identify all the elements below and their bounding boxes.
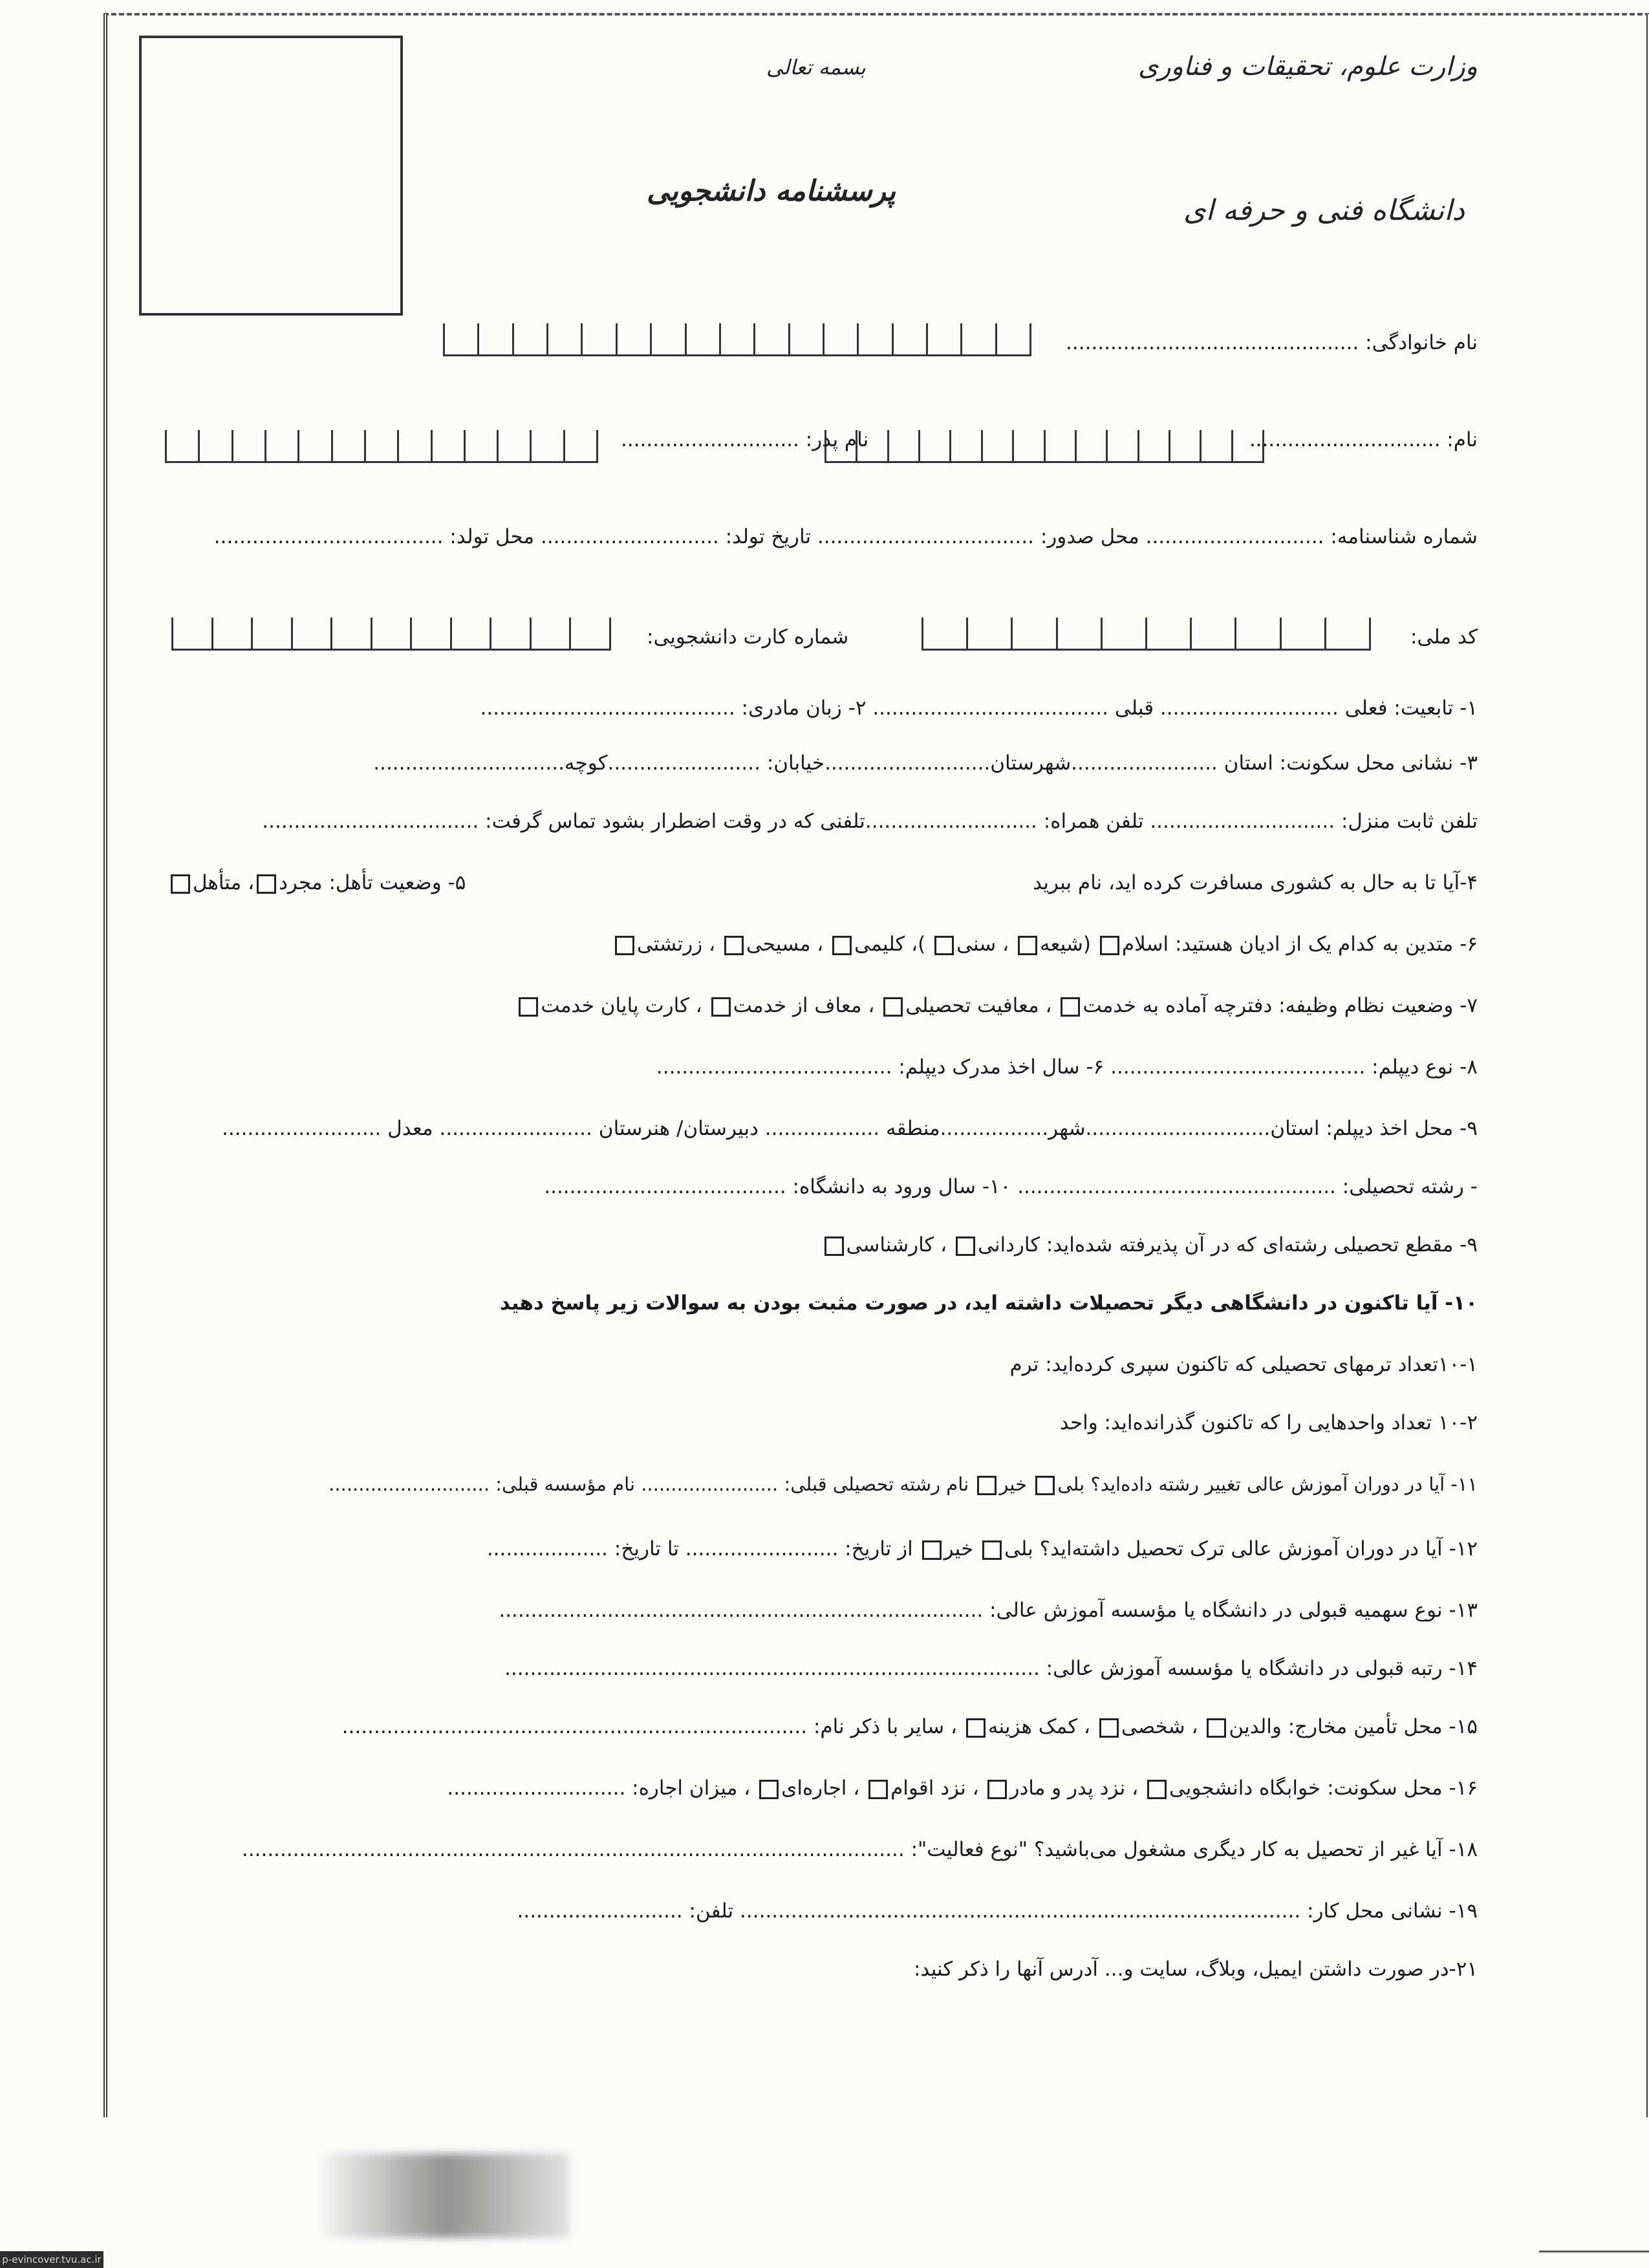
edge-line <box>1539 2251 1649 2252</box>
q10-1-terms: ۱۰-۱تعداد ترمهای تحصیلی که تاکنون سپری کرده‌اید: ترم <box>1009 1353 1478 1376</box>
q7-exempt-label: ، معاف از خدمت <box>733 994 875 1017</box>
father-name-boxes[interactable] <box>165 430 598 461</box>
q12-label: ۱۲- آیا در دوران آموزش عالی ترک تحصیل داشته‌اید؟ بلی <box>1004 1537 1478 1561</box>
q6-religion <box>612 931 1478 957</box>
q6-zoroastrian-checkbox[interactable] <box>615 936 634 955</box>
q21-online: ۲۱-در صورت داشتن ایمیل، وبلاگ، سایت و... آدرس آنها را ذکر کنید: <box>913 1958 1478 1981</box>
q9b-bachelor-label: ، کارشناسی <box>846 1233 947 1257</box>
q15-grant-checkbox[interactable] <box>966 1718 986 1738</box>
q6-jewish-checkbox[interactable] <box>832 936 852 955</box>
q12-yes-checkbox[interactable] <box>982 1540 1002 1560</box>
q7-edu-exempt-checkbox[interactable] <box>883 997 903 1017</box>
q9b-associate-checkbox[interactable] <box>956 1237 975 1256</box>
q6-shia-checkbox[interactable] <box>1018 936 1037 955</box>
family-name-boxes[interactable] <box>443 323 1031 354</box>
q16-parents-checkbox[interactable] <box>987 1780 1007 1799</box>
q15-label: ۱۵- محل تأمین مخارج: والدین <box>1229 1715 1478 1738</box>
q5-marital <box>168 870 466 896</box>
q11-yes-checkbox[interactable] <box>1035 1476 1055 1495</box>
student-card-boxes[interactable] <box>171 618 611 649</box>
q7-ready-checkbox[interactable] <box>1061 997 1080 1017</box>
q15-grant-label: ، کمک هزینه <box>987 1715 1091 1738</box>
q16-residence <box>447 1775 1478 1801</box>
q12-rest: از تاریخ: ........................ تا تاریخ: ................... <box>486 1537 913 1561</box>
major-row: - رشته تحصیلی: .................................................. ۱۰- سال ورود به دانشگاه: ...................................... <box>544 1175 1478 1198</box>
q7-exempt-checkbox[interactable] <box>711 997 731 1017</box>
q5-married-label: ، متأهل <box>193 871 255 894</box>
q6-christian-checkbox[interactable] <box>724 936 744 955</box>
name-label: نام: .............................. <box>1249 428 1478 451</box>
q11-major-change <box>329 1471 1478 1497</box>
q16-relatives-checkbox[interactable] <box>868 1780 888 1799</box>
q7-military <box>516 993 1478 1019</box>
q15-parents-checkbox[interactable] <box>1207 1718 1226 1738</box>
national-code-label: کد ملی: <box>1410 625 1478 649</box>
q16-rent-checkbox[interactable] <box>759 1780 779 1799</box>
q5-label: ۵- وضعیت تأهل: مجرد <box>279 871 466 894</box>
q15-other-label: ، سایر با ذکر نام: ......................................................................... <box>341 1715 957 1738</box>
q6-sunni-checkbox[interactable] <box>934 936 954 955</box>
q6-jewish-label: )، کلیمی <box>854 933 926 956</box>
site-watermark: p-evincover.tvu.ac.ir <box>0 2251 103 2268</box>
bismillah: بسمه تعالی <box>766 55 866 80</box>
q10-2-units: ۱۰-۲ تعداد واحدهایی را که تاکنون گذرانده‌اید: واحد <box>1059 1411 1478 1434</box>
ministry-name: وزارت علوم، تحقیقات و فناوری <box>1138 52 1478 81</box>
q6-shia-label: (شیعه <box>1040 933 1091 956</box>
q16-dorm-checkbox[interactable] <box>1147 1780 1167 1799</box>
photo-box <box>139 36 403 316</box>
q11-no-label: خیر <box>999 1473 1028 1495</box>
student-card-label: شماره کارت دانشجویی: <box>647 625 849 649</box>
q14-rank: ۱۴- رتبه قبولی در دانشگاه یا مؤسسه آموزش عالی: .................................................................................... <box>504 1657 1478 1680</box>
q9b-label: ۹- مقطع تحصیلی رشته‌ای که در آن پذیرفته شده‌اید: کاردانی <box>978 1233 1478 1257</box>
q15-self-label: ، شخصی <box>1121 1715 1198 1738</box>
q18-job: ۱۸- آیا غیر از تحصیل به کار دیگری مشغول می‌باشید؟ "نوع فعالیت": ........................................................................................................ <box>241 1838 1478 1861</box>
university-name: دانشگاه فنی و حرفه ای <box>1183 194 1465 227</box>
q19-workplace: ۱۹- نشانی محل کار: ........................................................................................ تلفن: .......................... <box>517 1899 1478 1923</box>
q5-single-checkbox[interactable] <box>257 874 276 894</box>
q6-label: ۶- متدین به کدام یک از ادیان هستید: اسلام <box>1121 933 1478 956</box>
q9-diploma-place: ۹- محل اخذ دیپلم: استان.............................شهر.................منطقه .................. دبیرستان/ هنرستان ........................ معدل ......................... <box>222 1117 1478 1140</box>
q5-married-checkbox[interactable] <box>171 874 190 894</box>
q12-dropout <box>487 1536 1478 1562</box>
form-title: پرسشنامه دانشجویی <box>647 175 896 208</box>
id-details-row: شماره شناسنامه: ............................ محل صدور: .................................. تاریخ تولد: ............................ محل تولد: .................................... <box>213 525 1478 548</box>
scan-smudge <box>323 2154 569 2238</box>
q6-islam-checkbox[interactable] <box>1100 936 1119 955</box>
father-name-label: نام پدر: ............................ <box>621 428 869 451</box>
q16-rent-amount-label: ، میزان اجاره: ............................ <box>447 1777 751 1800</box>
q9b-degree <box>822 1232 1478 1258</box>
q9b-bachelor-checkbox[interactable] <box>824 1237 844 1256</box>
q7-label: ۷- وضعیت نظام وظیفه: دفترچه آماده به خدمت <box>1083 994 1478 1017</box>
q11-no-checkbox[interactable] <box>977 1476 997 1495</box>
q7-card-checkbox[interactable] <box>519 997 538 1017</box>
q11-label: ۱۱- آیا در دوران آموزش عالی تغییر رشته داده‌اید؟ بلی <box>1057 1473 1478 1495</box>
q7-edu-exempt-label: ، معافیت تحصیلی <box>905 994 1052 1017</box>
q16-rent-label: ، اجاره‌ای <box>781 1777 860 1800</box>
q3-address: ۳- نشانی محل سکونت: استان .......................شهرستان..........................خیابان: ........................کوچه.............................. <box>373 751 1478 775</box>
name-boxes[interactable] <box>824 430 1264 461</box>
q12-no-label: خیر <box>943 1537 974 1561</box>
q1-nationality: ۱- تابعیت: فعلی ............................ قبلی ..................................... ۲- زبان مادری: ........................................ <box>480 697 1478 720</box>
q12-no-checkbox[interactable] <box>922 1540 942 1560</box>
q6-zoroastrian-label: ، زرتشتی <box>636 933 716 956</box>
q7-card-label: ، کارت پایان خدمت <box>541 994 702 1017</box>
q10-prior-study: ۱۰- آیا تاکنون در دانشگاهی دیگر تحصیلات داشته اید، در صورت مثبت بودن به سوالات زیر پاسخ دهید <box>499 1291 1478 1315</box>
q6-christian-label: ، مسیحی <box>746 933 824 956</box>
q6-sunni-label: ، سنی <box>956 933 1009 956</box>
q16-relatives-label: ، نزد اقوام <box>890 1777 979 1800</box>
q4-travel: ۴-آیا تا به حال به کشوری مسافرت کرده اید، نام ببرید <box>1033 871 1478 894</box>
q15-funding <box>342 1714 1478 1740</box>
q8-diploma: ۸- نوع دیپلم: ........................................ ۶- سال اخذ مدرک دیپلم: ..................................... <box>656 1055 1478 1079</box>
q11-rest: نام رشته تحصیلی قبلی: ....................... نام مؤسسه قبلی: ........................... <box>329 1473 969 1495</box>
national-code-boxes[interactable] <box>921 618 1371 649</box>
q13-quota: ۱۳- نوع سهمیه قبولی در دانشگاه یا مؤسسه آموزش عالی: ............................................................................ <box>499 1599 1478 1622</box>
family-name-label: نام خانوادگی: .............................................. <box>1066 331 1478 354</box>
q15-self-checkbox[interactable] <box>1099 1718 1119 1738</box>
q16-parents-label: ، نزد پدر و مادر <box>1009 1777 1139 1800</box>
q16-label: ۱۶- محل سکونت: خوابگاه دانشجویی <box>1169 1777 1478 1800</box>
phones-row: تلفن ثابت منزل: ............................. تلفن همراه: ...........................تلفنی که در وقت اضطرار بشود تماس گرفت: .................................. <box>262 810 1478 833</box>
